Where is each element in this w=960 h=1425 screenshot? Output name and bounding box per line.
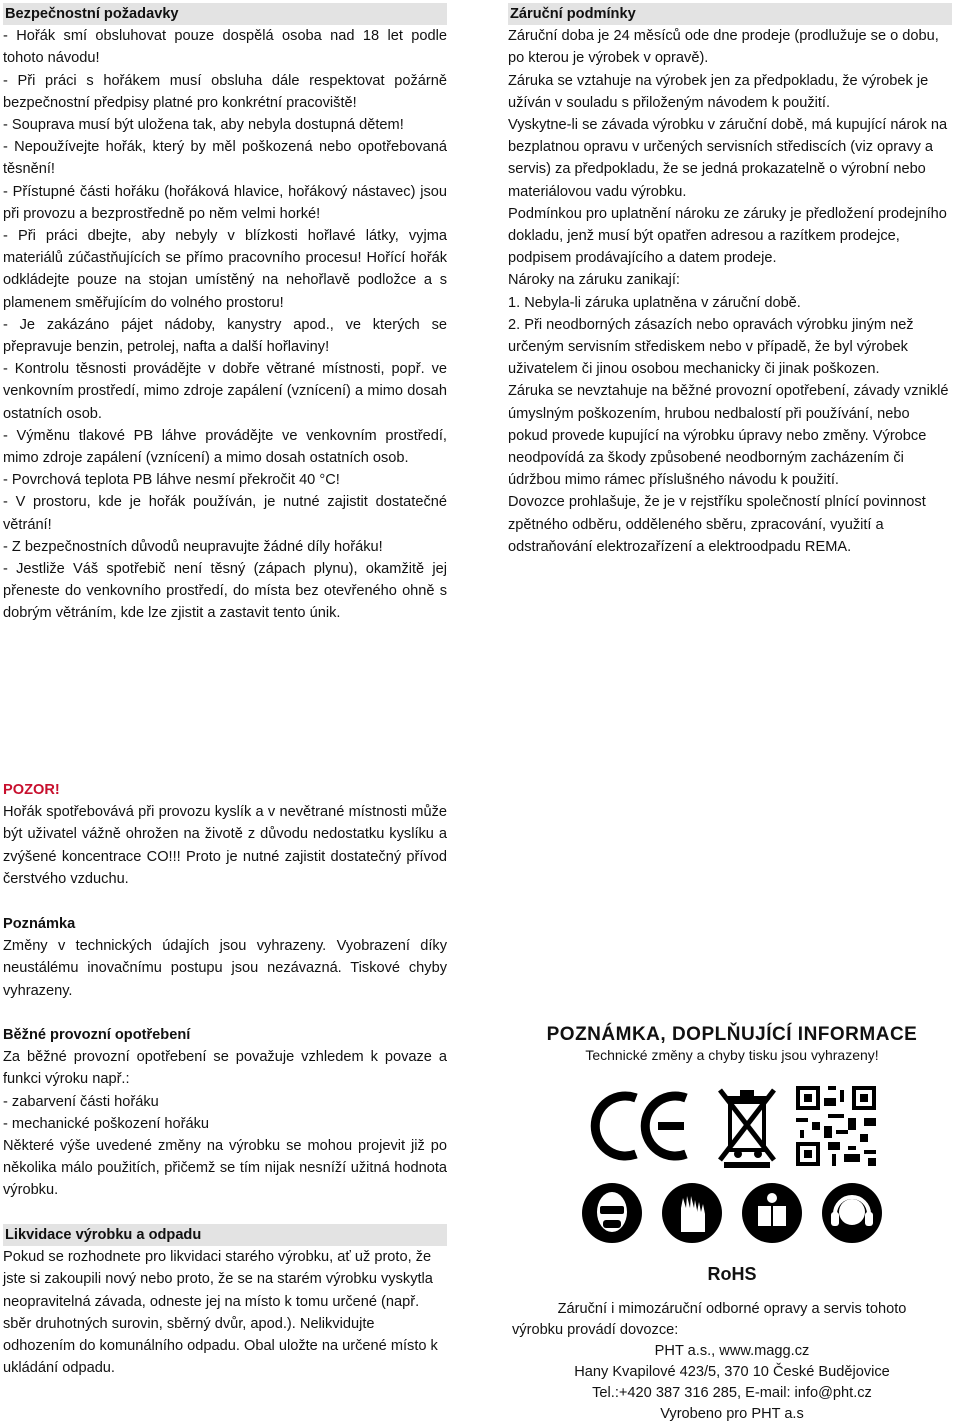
safety-item: - Je zakázáno pájet nádoby, kanystry apod., ve kterých se přepravuje benzin, petrolej, nafta a další hořlaviny!: [3, 316, 447, 356]
note-title: Poznámka: [3, 916, 76, 932]
rohs-label: RoHS: [707, 1264, 757, 1284]
ppe-icons: [512, 1182, 952, 1244]
importer-info: [512, 1299, 952, 1425]
safety-item: - Hořák smí obsluhovat pouze dospělá osoba nad 18 let podle tohoto návodu!: [3, 28, 447, 67]
qr-code-icon: [796, 1086, 876, 1166]
warranty-item: Nároky na záruku zanikají:: [508, 272, 680, 289]
ce-mark-icon: [588, 1086, 698, 1166]
importer-line: Vyrobeno pro PHT a.s: [660, 1406, 804, 1422]
note-text: Změny v technických údajích jsou vyhrazeny. Vyobrazení díky neustálému inovačnímu postupu jsou nezávazná. Tiskové chyby vyhrazeny.: [3, 938, 447, 999]
disposal-title: Likvidace výrobku a odpadu: [3, 1224, 447, 1246]
safety-list: [3, 25, 447, 624]
importer-line: Hany Kvapilové 423/5, 370 10 České Budějovice: [574, 1364, 890, 1380]
face-mask-icon: [581, 1182, 643, 1244]
weee-bin-icon: [716, 1084, 778, 1168]
importer-line: Záruční i mimozáruční odborné opravy a servis tohoto: [557, 1301, 907, 1317]
wear-section: [3, 1024, 447, 1202]
safety-item: - Povrchová teplota PB láhve nesmí překročit 40 °C!: [3, 472, 340, 489]
safety-item: - Kontrolu těsnosti provádějte v dobře větrané místnosti, popř. ve venkovním prostředí, mimo zdroje zapálení (vznícení) a mimo dosah ostatních osob.: [3, 361, 447, 422]
gloves-icon: [661, 1182, 723, 1244]
safety-item: - Jestliže Váš spotřebič není těsný (zápach plynu), okamžitě jej přeneste do venkovního prostředí, do místa bez otevřeného ohně s dobrým větráním, kde lze zjistit a zastavit tento únik.: [3, 561, 447, 622]
safety-item: - V prostoru, kde je hořák používán, je nutné zajistit dostatečné větrání!: [3, 494, 447, 533]
warranty-item: Dovozce prohlašuje, že je v rejstříku společností plnící povinnost zpětného odběru, odděleného sběru, zpracování, využití a odstraňování elektrozařízení a elektroodpadu REMA.: [508, 494, 926, 555]
info-title: POZNÁMKA, DOPLŇUJÍCÍ INFORMACE: [546, 1024, 918, 1045]
ear-protection-icon: [821, 1182, 883, 1244]
info-subtitle: Technické změny a chyby tisku jsou vyhrazeny!: [585, 1047, 879, 1063]
warranty-item: Záruka se vztahuje na výrobek jen za předpokladu, že výrobek je užíván v souladu s přiloženým návodem k použití.: [508, 72, 929, 111]
safety-section: [3, 3, 447, 625]
safety-item: - Výměnu tlakové PB láhve provádějte ve venkovním prostředí, mimo zdroje zapálení (vznícení) a mimo dosah ostatních osob.: [3, 427, 447, 467]
warranty-item: Záruka se nevztahuje na běžné provozní opotřebení, závady vzniklé úmyslným poškozením, hrubou nedbalostí při používání, nebo pokud provede kupující na výrobku úpravy nebo změny. Výrobce neodpovídá za škody způsobené neodborným zacházením či údržbou mimo rámec příslušného návodu k použití.: [508, 383, 949, 489]
safety-item: - Přístupné části hořáku (hořáková hlavice, hořákový nástavec) jsou při provozu a bezprostředně po něm velmi horké!: [3, 183, 447, 222]
warranty-item: Záruční doba je 24 měsíců ode dne prodeje (prodlužuje se o dobu, po kterou je výrobek v opravě).: [508, 28, 939, 67]
safety-item: - Při práci s hořákem musí obsluha dále respektovat požárně bezpečnostní předpisy platné pro konkrétní pracoviště!: [3, 72, 447, 111]
info-block: [512, 1024, 952, 1425]
note-section: [3, 913, 447, 1002]
warning-title: POZOR!: [3, 782, 60, 798]
disposal-section: [3, 1224, 447, 1379]
safety-item: - Nepoužívejte hořák, který by měl poškozená nebo opotřebovaná těsnění!: [3, 139, 447, 178]
warning-section: [3, 779, 447, 890]
importer-line: výrobku provádí dovozce:: [512, 1322, 679, 1338]
warranty-section: [508, 3, 952, 558]
wear-title: Běžné provozní opotřebení: [3, 1027, 191, 1043]
wear-item: - zabarvení části hořáku: [3, 1093, 159, 1110]
safety-title: Bezpečnostní požadavky: [3, 3, 447, 25]
disposal-text: Pokud se rozhodnete pro likvidaci starého výrobku, ať už proto, že jste si zakoupili nový nebo proto, že se na starém výrobku vyskytla neopravitelná závada, odneste jej na místo k tomu určené (např. sběr druhotných surovin, sběrný dvůr, apod.). Nelikvidujte odhozením do komunálního odpadu. Obal uložte na určené místo k ukládání odpadu.: [3, 1249, 438, 1377]
safety-item: - Z bezpečnostních důvodů neupravujte žádné díly hořáku!: [3, 538, 383, 555]
warranty-title: Záruční podmínky: [508, 3, 952, 25]
warranty-item: 2. Při neodborných zásazích nebo opravách výrobku jiným než určeným servisním střediskem nebo v případě, že byl výrobek uživatelem či jinou osobou mechanicky či jinak poškozen.: [508, 316, 914, 378]
warranty-item: Vyskytne-li se závada výrobku v záruční době, má kupující nárok na bezplatnou opravu v určených servisních střediscích (viz opravy a servis) za předpokladu, že se jedná prokazatelně o výrobní nebo materiálovou vadu výrobku.: [508, 117, 948, 200]
read-manual-icon: [741, 1182, 803, 1244]
warranty-item: Podmínkou pro uplatnění nároku ze záruky je předložení prodejního dokladu, jenž musí být opatřen adresou a razítkem prodejce, podpisem prodávajícího a datem prodeje.: [508, 205, 947, 267]
warning-text: Hořák spotřebovává při provozu kyslík a v nevětrané místnosti může být uživatel vážně ohrožen na životě z důvodu nedostatku kyslíku a zvýšené koncentrace CO!!! Proto je nutné zajistit dostatečný přívod čerstvého vzduchu.: [3, 804, 447, 887]
wear-item: Některé výše uvedené změny na výrobku se mohou projevit již po několika málo použitích, přičemž se tím nijak nesníží užitná hodnota výrobku.: [3, 1138, 447, 1199]
safety-item: - Souprava musí být uložena tak, aby nebyla dostupná dětem!: [3, 117, 404, 134]
safety-item: - Při práci dbejte, aby nebyly v blízkosti hořlavé látky, vyjma materiálů zúčastňujících se přímo pracovního procesu! Hořící hořák odkládejte pouze na stojan umístěný na nehořlavě podložce a s plamenem směřujícím do volného prostoru!: [3, 228, 447, 311]
wear-item: - mechanické poškození hořáku: [3, 1115, 210, 1132]
warranty-item: 1. Nebyla-li záruka uplatněna v záruční době.: [508, 294, 801, 311]
importer-line: Tel.:+420 387 316 285, E-mail: info@pht.cz: [592, 1385, 872, 1401]
wear-item: Za běžné provozní opotřebení se považuje vzhledem k povaze a funkci výroku např.:: [3, 1049, 447, 1088]
importer-line: PHT a.s., www.magg.cz: [654, 1343, 810, 1359]
certification-icons: [512, 1084, 952, 1168]
